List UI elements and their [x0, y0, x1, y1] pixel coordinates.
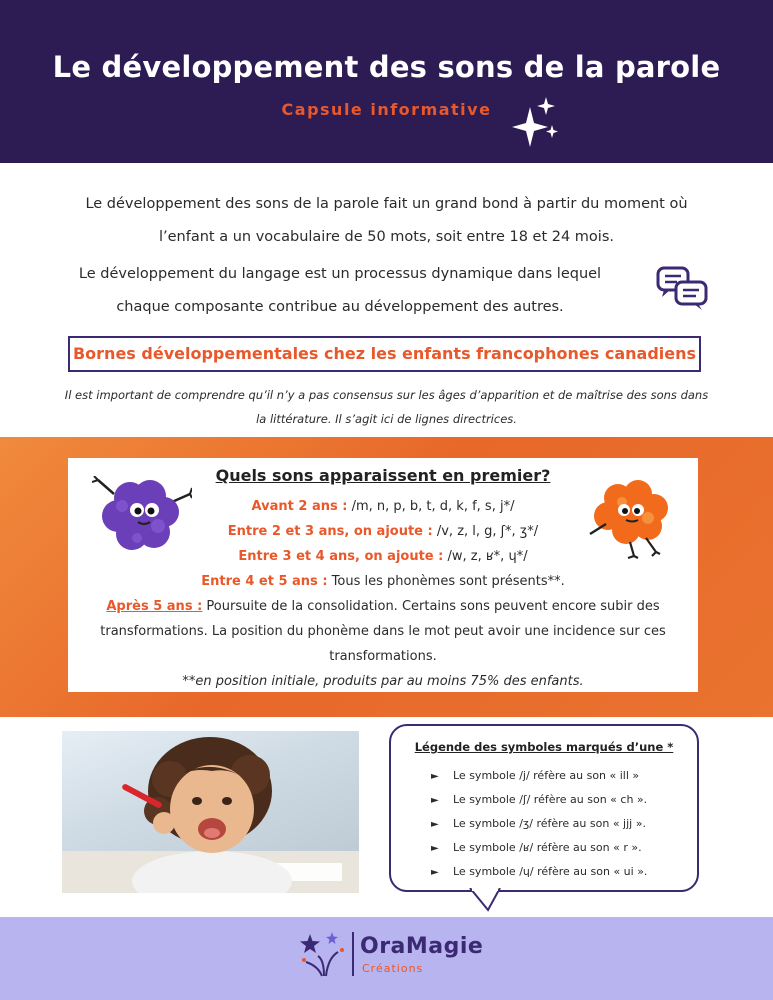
sounds-footnote: **en position initiale, produits par au moins 75% des enfants.	[182, 674, 584, 689]
chat-bubbles-icon	[656, 266, 710, 312]
arrow-right-icon: ►	[431, 867, 439, 878]
logo-separator	[352, 932, 354, 976]
sounds-row-4-5: Entre 4 et 5 ans : Tous les phonèmes sont présents**.	[201, 574, 565, 589]
intro-paragraph-2	[40, 258, 640, 324]
legend-item: ► Le symbole /ʒ/ réfère au son « jjj ».	[431, 812, 647, 836]
sounds-title: Quels sons apparaissent en premier?	[215, 466, 551, 485]
child-photo	[62, 731, 359, 893]
arrow-right-icon: ►	[431, 819, 439, 830]
logo-subtitle: Créations	[362, 962, 424, 975]
legend-title: Légende des symboles marqués d’une *	[414, 740, 674, 754]
arrow-right-icon: ►	[431, 771, 439, 782]
logo-stars-icon	[298, 930, 350, 980]
sounds-row-after-5-cont: transformations. La position du phonème dans le mot peut avoir une incidence sur ces	[100, 624, 666, 639]
sounds-row-3-4: Entre 3 et 4 ans, on ajoute : /w, z, ʁ*, ɥ*/	[238, 549, 528, 564]
sparkle-icon	[512, 95, 562, 151]
legend-item: ► Le symbole /ɥ/ réfère au son « ui ».	[431, 860, 647, 884]
arrow-right-icon: ►	[431, 843, 439, 854]
legend-list	[431, 764, 647, 884]
legend-item: ► Le symbole /j/ réfère au son « ill »	[431, 764, 647, 788]
note-line-1: Il est important de comprendre qu’il n’y a pas consensus sur les âges d’apparition et de maîtrise des sons dans	[64, 388, 709, 402]
purple-monster-icon	[92, 476, 192, 556]
legend-item: ► Le symbole /ʁ/ réfère au son « r ».	[431, 836, 647, 860]
orange-monster-icon	[582, 478, 678, 560]
sounds-row-before-2: Avant 2 ans : /m, n, p, b, t, d, k, f, s, j*/	[251, 499, 515, 514]
intro-line-3: Le développement du langage est un processus dynamique dans lequel	[78, 266, 602, 282]
child-illustration	[62, 731, 359, 893]
sounds-row-after-5-end: transformations.	[329, 649, 437, 664]
legend-bubble	[389, 724, 699, 892]
milestones-heading-box	[68, 336, 701, 372]
arrow-right-icon: ►	[431, 795, 439, 806]
page-subtitle: Capsule informative	[281, 100, 492, 119]
milestones-heading: Bornes développementales chez les enfants francophones canadiens	[72, 344, 697, 363]
intro-paragraph-1	[40, 188, 733, 254]
intro-line-1: Le développement des sons de la parole fait un grand bond à partir du moment où	[85, 196, 688, 212]
intro-line-4: chaque composante contribue au développement des autres.	[116, 299, 564, 315]
sounds-row-2-3: Entre 2 et 3 ans, on ajoute : /v, z, l, g, ʃ*, ʒ*/	[227, 524, 539, 539]
logo-wordmark: OraMagie	[360, 934, 484, 959]
consensus-note	[30, 383, 743, 431]
note-line-2: la littérature. Il s’agit ici de lignes directrices.	[256, 412, 517, 426]
header-banner	[0, 0, 773, 163]
page-title: Le développement des sons de la parole	[52, 50, 721, 84]
speech-bubble-tail	[468, 888, 508, 912]
intro-line-2: l’enfant a un vocabulaire de 50 mots, soit entre 18 et 24 mois.	[158, 229, 614, 245]
legend-item: ► Le symbole /ʃ/ réfère au son « ch ».	[431, 788, 647, 812]
sounds-row-after-5: Après 5 ans : Poursuite de la consolidation. Certains sons peuvent encore subir des	[106, 599, 660, 614]
